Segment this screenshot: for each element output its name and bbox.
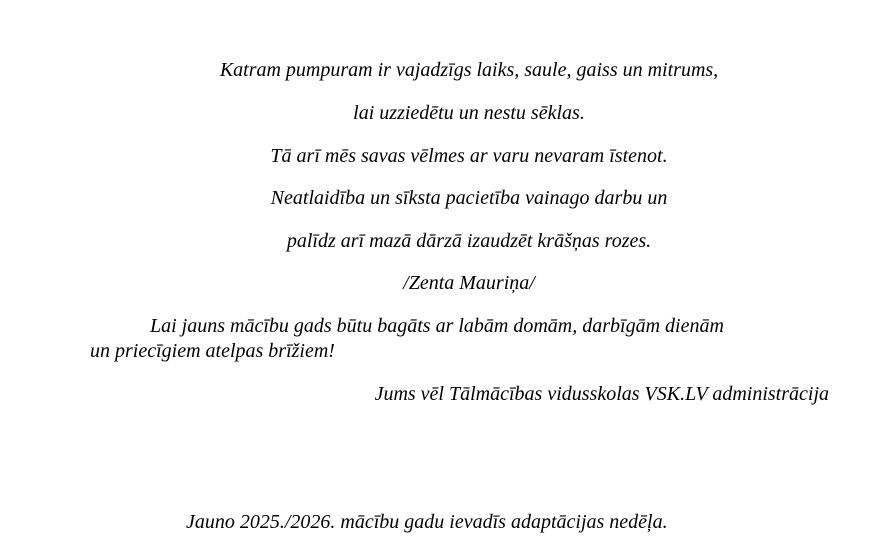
wish-line-2: un priecīgiem atelpas brīžiem! xyxy=(90,340,335,362)
quote-line: Katram pumpuram ir vajadzīgs laiks, saule, gaiss un mitrums, xyxy=(219,59,719,81)
quote-line: lai uzziedētu un nestu sēklas. xyxy=(353,102,585,124)
quote-line: Neatlaidība un sīksta pacietība vainago darbu un xyxy=(270,187,668,209)
footer-note: Jauno 2025./2026. mācību gadu ievadīs adaptācijas nedēļa. xyxy=(186,511,668,533)
quote-line: Tā arī mēs savas vēlmes ar varu nevaram īstenot. xyxy=(270,145,668,167)
quote-author: /Zenta Mauriņa/ xyxy=(403,272,535,294)
signature: Jums vēl Tālmācības vidusskolas VSK.LV administrācija xyxy=(374,383,829,405)
wish-line-1: Lai jauns mācību gads būtu bagāts ar labām domām, darbīgām dienām xyxy=(150,315,724,337)
quote-line: palīdz arī mazā dārzā izaudzēt krāšņas rozes. xyxy=(286,230,652,252)
